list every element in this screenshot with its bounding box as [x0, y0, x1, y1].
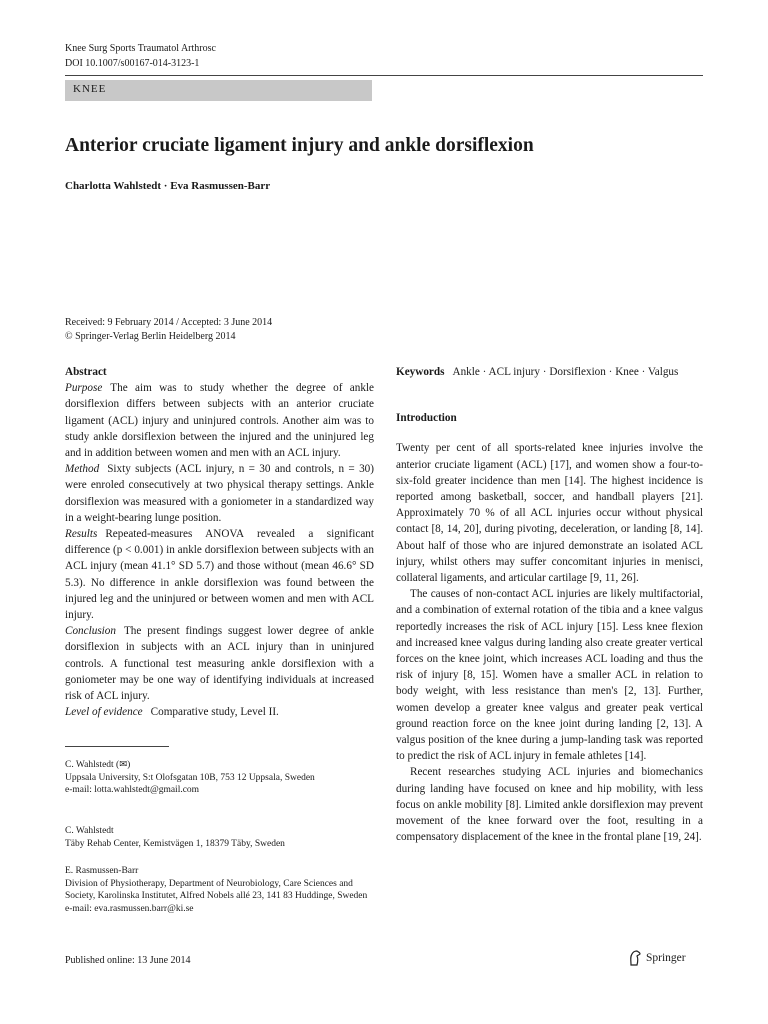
abstract-method	[65, 461, 374, 526]
purpose-label: Purpose	[65, 382, 103, 395]
affiliation-1-address: Uppsala University, S:t Olofsgatan 10B, 753 12 Uppsala, Sweden	[65, 772, 315, 783]
introduction-heading: Introduction	[396, 412, 457, 425]
header-rule	[65, 75, 703, 76]
section-label: KNEE	[73, 83, 107, 95]
results-text: Repeated-measures ANOVA revealed a significant difference (p < 0.001) in ankle dorsiflexion between subjects with an ACL injury (mean 41.1° SD 5.7) and those without (mean 46.6° SD 5.3). No difference in ankle dorsiflexion was found between the injured leg and the uninjured or between women and men with ACL injury.	[65, 528, 374, 622]
received-accepted: Received: 9 February 2014 / Accepted: 3 June 2014	[65, 317, 273, 328]
abstract-conclusion	[65, 623, 374, 704]
affiliation-3-name: E. Rasmussen-Barr	[65, 866, 139, 876]
abstract	[65, 364, 374, 720]
keywords-label: Keywords	[396, 366, 445, 378]
spacer	[396, 380, 703, 410]
affiliation-3-email[interactable]: e-mail: eva.rasmussen.barr@ki.se	[65, 903, 194, 914]
article-authors: Charlotta Wahlstedt · Eva Rasmussen-Barr	[65, 180, 271, 192]
introduction-paragraph-2: The causes of non-contact ACL injuries are likely multifactorial, and a combination of external rotation of the tibia and a knee valgus reportedly increases the risk of ACL injury [15]. Less knee flexion and increased knee valgus during landing also create greater vertical forces on the knee joint, which increases ACL loading and thus the risk of injury [8, 15]. Women have a smaller ACL in relation to body weight, with less resistance than men's [2, 13]. Further, women develop a greater knee valgus and greater peak vertical ground reaction force on the knee joint during landing [2, 13]. A valgus position of the knee during a jump-landing task was reported to predict the risk of ACL injury in female athletes [14].	[396, 588, 703, 763]
abstract-evidence	[65, 704, 374, 720]
journal-header	[65, 41, 216, 71]
article-dates	[65, 316, 272, 344]
evidence-text: Comparative study, Level II.	[150, 706, 279, 719]
affiliation-3-address: Division of Physiotherapy, Department of Neurobiology, Care Sciences and Society, Karolinska Institutet, Alfred Nobels allé 23, 141 83 Huddinge, Sweden	[65, 878, 368, 901]
springer-horse-icon	[628, 950, 642, 966]
affiliation-1-name: C. Wahlstedt (✉)	[65, 760, 131, 770]
spacer	[396, 426, 703, 440]
abstract-results	[65, 526, 374, 623]
affiliation-rule	[65, 746, 169, 747]
journal-name: Knee Surg Sports Traumatol Arthrosc	[65, 43, 216, 54]
conclusion-text: The present findings suggest lower degree of ankle dorsiflexion in subjects with an ACL injury than in uninjured controls. A functional test measuring ankle dorsiflexion with a goniometer may be one way of identifying individuals at increased risk of ACL injury.	[65, 625, 374, 703]
purpose-text: The aim was to study whether the degree of ankle dorsiflexion differs between subjects with an anterior cruciate ligament (ACL) injury and uninjured controls. Another aim was to study ankle dorsiflexion between the injured and the uninjured leg and in addition between women and men with an ACL injury.	[65, 382, 374, 460]
keywords-text: Ankle · ACL injury · Dorsiflexion · Knee · Valgus	[452, 366, 679, 378]
results-label: Results	[65, 528, 98, 541]
keywords	[396, 364, 703, 380]
article-title: Anterior cruciate ligament injury and ankle dorsiflexion	[65, 135, 534, 156]
publisher-logo	[628, 950, 686, 966]
method-label: Method	[65, 463, 100, 476]
abstract-purpose	[65, 380, 374, 461]
affiliation-2-address: Täby Rehab Center, Kemistvägen 1, 18379 Täby, Sweden	[65, 838, 285, 849]
journal-doi[interactable]: DOI 10.1007/s00167-014-3123-1	[65, 58, 200, 69]
affiliation-1	[65, 759, 374, 797]
evidence-label: Level of evidence	[65, 706, 143, 719]
introduction-paragraph-3: Recent researches studying ACL injuries and biomechanics during landing have focused on knee and hip mobility, with less focus on ankle mobility [8]. Limited ankle dorsiflexion may prevent movement of the knee forward over the foot, resulting in a compensatory displacement of the knee in the frontal plane [19, 24].	[396, 766, 703, 844]
abstract-heading: Abstract	[65, 366, 107, 378]
conclusion-label: Conclusion	[65, 625, 116, 638]
affiliation-2	[65, 825, 374, 850]
introduction-paragraph-1: Twenty per cent of all sports-related knee injuries involve the anterior cruciate ligament (ACL) [17], and women show a four-to-six-fold greater incidence than men [14]. The highest incidence is reported among basketball, soccer, and handball players [21]. Approximately 70 % of all ACL injuries occur without physical contact [8, 14, 20], during pivoting, deceleration, or landing [8, 14]. About half of those who are injured demonstrate an isolated ACL injury, whilst others may suffer concomitant injuries in menisci, collateral ligaments, and articular cartilage [9, 11, 26].	[396, 442, 703, 585]
method-text: Sixty subjects (ACL injury, n = 30 and controls, n = 30) were enroled consecutively at two physical therapy settings. Ankle dorsiflexion was measured with a goniometer in a standardized way in a weight-bearing lunge position.	[65, 463, 374, 524]
publisher-name: Springer	[646, 952, 686, 964]
published-online: Published online: 13 June 2014	[65, 955, 191, 966]
copyright: © Springer-Verlag Berlin Heidelberg 2014	[65, 331, 236, 342]
affiliation-2-name: C. Wahlstedt	[65, 826, 114, 836]
affiliation-3	[65, 865, 374, 915]
section-bar	[65, 80, 372, 101]
right-column	[396, 364, 703, 845]
affiliation-1-email[interactable]: e-mail: lotta.wahlstedt@gmail.com	[65, 785, 200, 795]
